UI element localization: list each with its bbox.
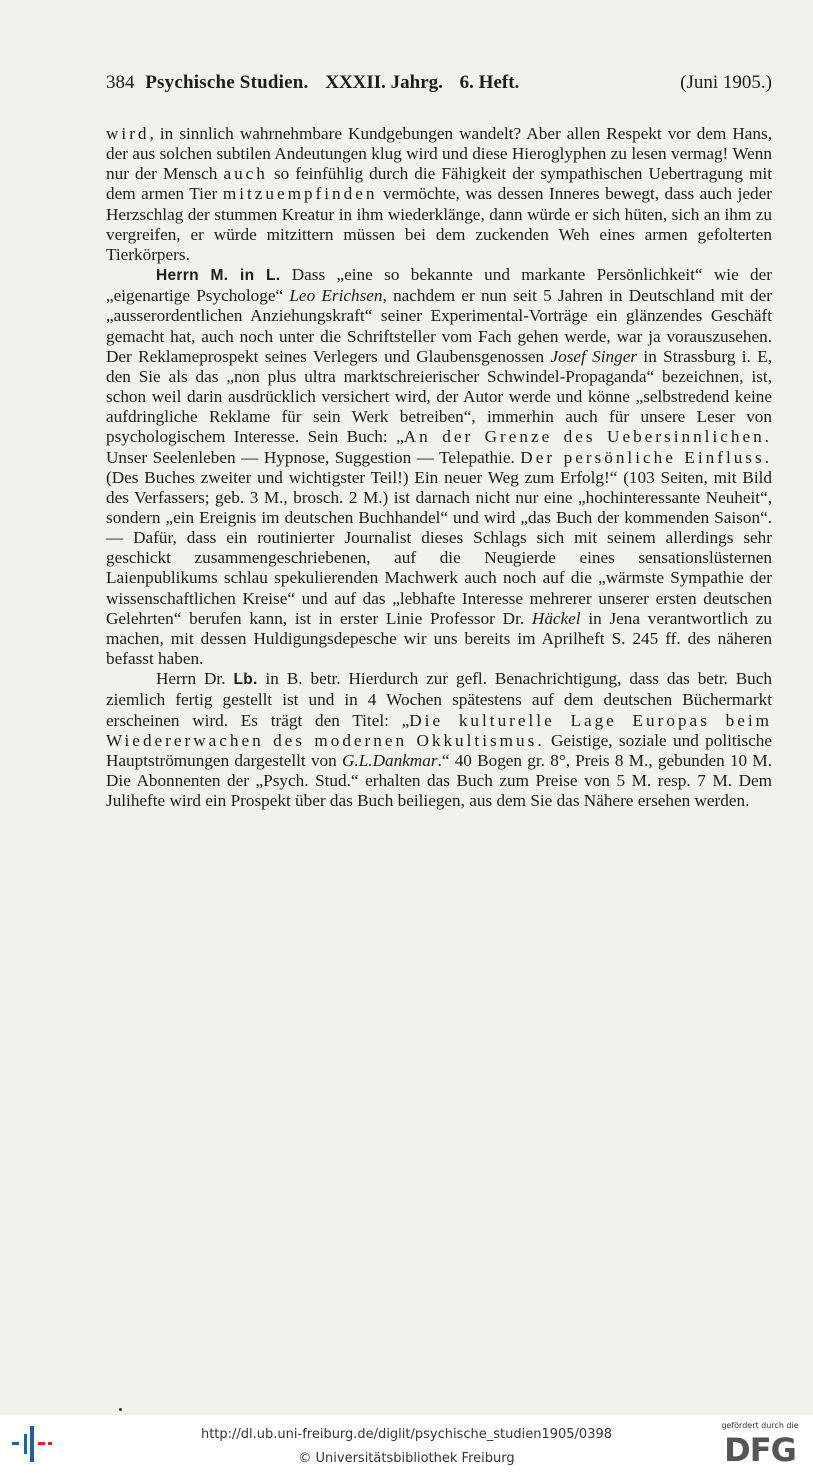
text: in Jena verantwortlich zu machen, mit dessen Huldigungsdepesche wir uns bereits im Aprilheft S. 245 ff. des näheren befasst haben. (106, 608, 772, 669)
text: so feinfühlig durch die Fähigkeit der sympathischen Uebertragung mit dem armen Tier (106, 164, 772, 204)
spaced-text: auch (223, 164, 268, 184)
spaced-text: mitzuempfinden (222, 184, 378, 204)
dfg-tagline: gefördert durch die (721, 1421, 799, 1430)
text: , nachdem er nun seit 5 Jahren in Deutschland mit der „ausserordentlichen Anziehungskraft“ seiner Experimental-Vorträge ein glänzendes Geschäft gemacht hat, auch noch unter die Schriftsteller vom Fach gehen werde, war ja vorauszusehen. Der Reklameprospekt seines Verlegers und Glaubensgenossen (106, 286, 772, 366)
italic-name: Häckel (531, 608, 581, 628)
paragraph-2 (106, 265, 772, 669)
page-number: 384 (106, 72, 135, 93)
text: .“ 40 Bogen gr. 8°, Preis 8 M., gebunden 10 M. Die Abonnenten der „Psych. Stud.“ erhalten das Buch zum Preise von 5 M. resp. 7 M. Dem Julihefte wird ein Prospekt über das Buch beiliegen, aus dem Sie das Nähere ersehen werden. (106, 750, 772, 811)
issue-date: (Juni 1905.) (680, 72, 772, 93)
paragraph-3 (106, 669, 772, 811)
correspondent-lead: Herrn M. in L. (156, 267, 281, 285)
italic-name: Josef Singer (550, 346, 638, 366)
journal-title: Psychische Studien. (145, 72, 309, 93)
permalink-url[interactable]: http://dl.ub.uni-freiburg.de/diglit/psychische_studien1905/0398 (200, 1427, 613, 1442)
volume-label: XXXII. Jahrg. (325, 72, 443, 93)
spaced-text: Der persönliche Einfluss. (520, 447, 772, 467)
text: Dass „eine so bekannte und markante Persönlichkeit“ wie der „eigenartige Psychologe“ (106, 265, 772, 306)
correspondent-lead: Lb. (233, 671, 258, 689)
text: (Des Buches zweiter und wichtigster Teil!) Ein neuer Weg zum Erfolg!“ (103 Seiten, mit Bild des Verfassers; geb. 3 M., brosch. 2 M.) ist darnach nicht nur eine „hochinteressante Neuheit“, sondern „ein Ereignis im deutschen Buchhandel“ und wird „das Buch der kommenden Saison“. — Dafür, dass ein routinierter Journalist dieses Schlags sich mit seinem allerdings sehr geschickt zusammengeschriebenen, auf die Neugierde eines sensationslüsternen Laienpublikums schlau spekulierenden Machwerk auch noch auf die „wärmste Sympathie der wissenschaftlichen Kreise“ und auf das „lebhafte Interesse mehrerer unserer ersten deutschen Gelehrten“ berufen kann, ist in erster Linie Professor Dr. (106, 467, 772, 628)
spaced-text: Die kulturelle Lage Europas beim Wiedererwachen des modernen Okkultismus. (106, 710, 773, 750)
spaced-text: wird (106, 124, 150, 143)
text: Herrn Dr. (156, 669, 234, 689)
dfg-logo: DFG (724, 1431, 796, 1469)
page-header (106, 72, 772, 94)
italic-name: Leo Erichsen (289, 286, 383, 306)
spaced-text: An der Grenze des Uebersinnlichen. (403, 427, 772, 447)
issue-label: 6. Heft. (459, 72, 520, 93)
text: in Strassburg i. E, den Sie als das „non plus ultra marktschreierischer Schwindel-Propaganda“ bezeichnen, ist, schon weil darin ausdrücklich versichert wird, der Autor werde und könne „selbstredend keine aufdringliche Reklame für sein Werk betreiben“, immerhin auch für unsere Leser von psychologischem Interesse. Sein Buch: „ (106, 346, 772, 447)
text: Geistige, soziale und politische Hauptströmungen dargestellt von (106, 730, 773, 770)
scan-speck (119, 1408, 122, 1411)
article-body (106, 124, 772, 811)
text: Unser Seelenleben — Hypnose, Suggestion — Telepathie. (106, 447, 521, 467)
paragraph-1 (106, 124, 772, 265)
viewer-footer (0, 1415, 813, 1473)
italic-name: G.L.Dankmar (342, 750, 438, 770)
copyright-notice: © Universitätsbibliothek Freiburg (298, 1451, 515, 1466)
text: in B. betr. Hierdurch zur gefl. Benachrichtigung, dass das betr. Buch ziemlich fertig gestellt ist und in 4 Wochen spätestens auf dem deutschen Büchermarkt erscheinen wird. Es trägt den Titel: „ (106, 669, 772, 730)
text: , in sinnlich wahrnehmbare Kundgebungen wandelt? Aber allen Respekt vor dem Hans, der aus solchen subtilen Andeutungen klug wird und diese Hieroglyphen zu lesen vermag! Wenn nur der Mensch (106, 124, 772, 184)
text: vermöchte, was dessen Inneres bewegt, dass auch jeder Herzschlag der stummen Kreatur in ihm wiederklänge, dann würde er sich hüten, sich an ihm zu vergreifen, er würde mitzittern müssen bei dem zuckenden Weh eines armen gefolterten Tierkörpers. (106, 184, 772, 264)
